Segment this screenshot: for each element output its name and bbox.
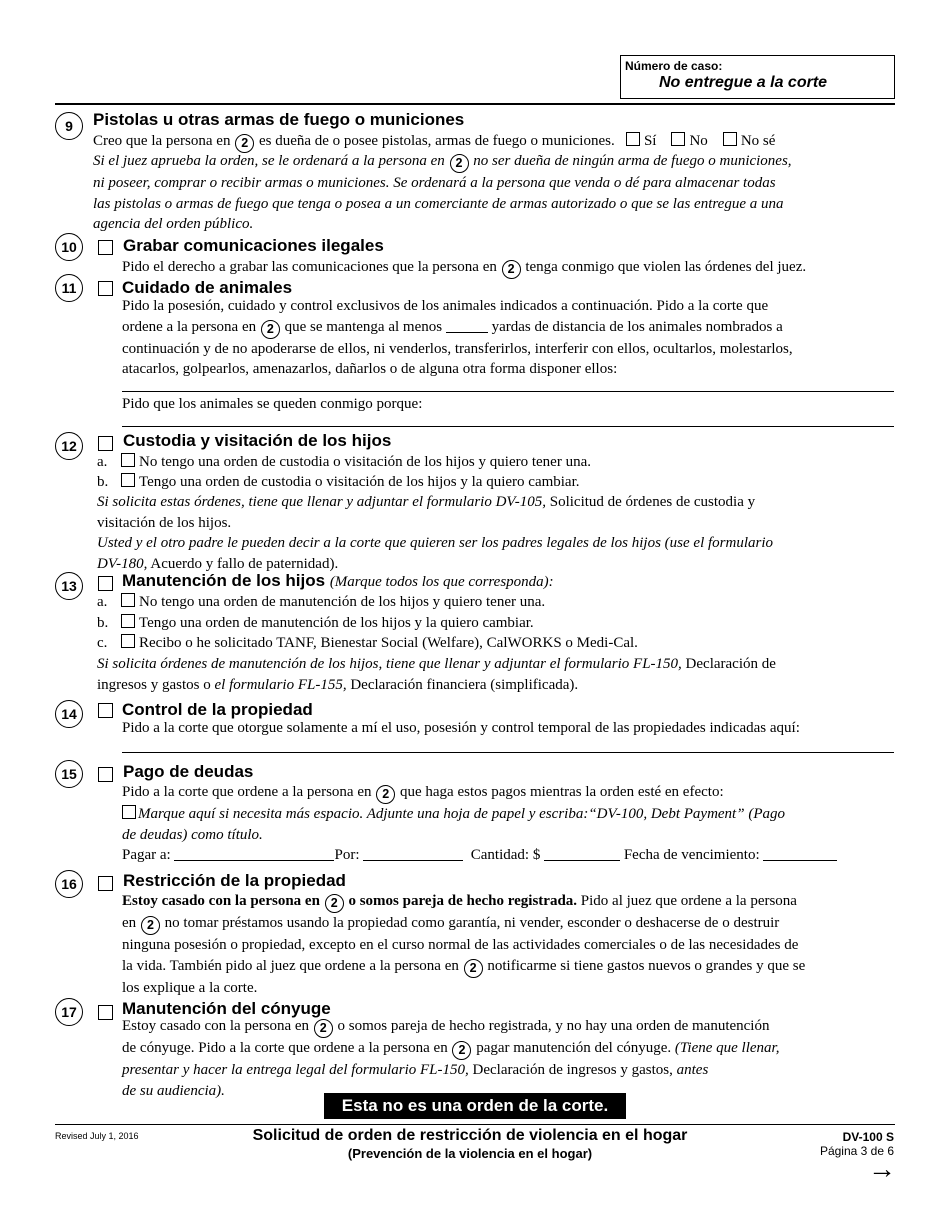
for-field[interactable] (363, 846, 463, 861)
form-id: DV-100 S (842, 1130, 894, 1144)
header-rule (55, 103, 895, 105)
item-number-12: 12 (55, 432, 83, 460)
item-13-checkbox[interactable] (98, 576, 113, 591)
item-11-text: Pido la posesión, cuidado y control exclusivos de los animales indicados a continuación. Pido a la corte que ordene a la persona en 2 que se mantenga al menos yardas de distancia de los animales nombrados a continuación y de no apoderarse de ellos, ni venderlos, transferirlos, interferir con ellos, ocultarlos, molestarlos, atacarlos, golpearlos, amenazarlos, dañarlos o de alguna otra forma disponer ellos: (122, 298, 793, 377)
item-15-checkbox[interactable] (98, 767, 113, 782)
form-subtitle: (Prevención de la violencia en el hogar) (347, 1146, 593, 1161)
next-page-arrow-icon: → (868, 1153, 896, 1184)
ref-circle: 2 (502, 260, 521, 279)
item-number-11: 11 (55, 274, 83, 302)
revised-date: Revised July 1, 2016 (55, 1131, 139, 1141)
item-14-text: Pido a la corte que otorgue solamente a mí el uso, posesión y control temporal de las propiedades indicadas aquí: (122, 720, 800, 736)
payment-fields: Pagar a: Por: Cantidad: $ Fecha de vencimiento: (122, 845, 897, 866)
item-13c: c. Recibo o he solicitado TANF, Bienestar Social (Welfare), CalWORKS o Medi-Cal. (97, 635, 638, 651)
pay-to-field[interactable] (174, 846, 334, 861)
item-9-note: Si el juez aprueba la orden, se le ordenará a la persona en 2 no ser dueña de ningún arma de fuego o municiones, ni poseer, comprar o recibir armas o municiones. Se ordenará a la persona que venda o dé para almacenar todas las pistolas o armas de fuego que tenga o posea a un comerciante de armas autorizado o que se las entregue a una agencia del orden público. (93, 153, 792, 232)
item-number-17: 17 (55, 998, 83, 1026)
unknown-label: No sé (740, 133, 776, 149)
item-15-text: Pido a la corte que ordene a la persona en 2 que haga estos pagos mientras la orden esté en efecto: Marque aquí si necesita más espacio. Adjunte una hoja de papel y escriba:“DV-100, Debt Payment” (Pago de deudas) como título. Pagar a: Por: Cantidad: $ Fecha de vencimiento: (122, 782, 897, 866)
item-12a: a. No tengo una orden de custodia o visitación de los hijos y quiero tener una. (97, 454, 591, 470)
ref-circle: 2 (314, 1019, 333, 1038)
form-title: Solicitud de orden de restricción de violencia en el hogar (252, 1127, 688, 1144)
item-12-checkbox[interactable] (98, 436, 113, 451)
item-9-title: Pistolas u otras armas de fuego o municiones (93, 110, 465, 129)
item-11-title: Cuidado de animales (122, 278, 293, 297)
not-court-order-banner: Esta no es una orden de la corte. (324, 1093, 626, 1119)
item-11-reason: Pido que los animales se queden conmigo porque: (122, 396, 423, 412)
property-line[interactable] (122, 752, 894, 753)
item-12a-checkbox[interactable] (121, 453, 135, 467)
ref-circle: 2 (452, 1041, 471, 1060)
no-label: No (689, 133, 708, 149)
yards-field[interactable] (446, 318, 488, 333)
ref-circle: 2 (325, 894, 344, 913)
item-17-text: Estoy casado con la persona en 2 o somos pareja de hecho registrada, y no hay una orden de manutención de cónyuge. Pido a la corte que ordene a la persona en 2 pagar manutención del cónyuge. (Tiene que llenar, presentar y hacer la entrega legal del formulario FL-150, Declaración de ingresos y gastos, antes de su audiencia). (122, 1018, 780, 1099)
item-13b-checkbox[interactable] (121, 614, 135, 628)
no-checkbox[interactable] (671, 132, 685, 146)
item-number-9: 9 (55, 112, 83, 140)
item-10-checkbox[interactable] (98, 240, 113, 255)
animals-line[interactable] (122, 391, 894, 392)
item-number-13: 13 (55, 572, 83, 600)
item-14-checkbox[interactable] (98, 703, 113, 718)
item-number-16: 16 (55, 870, 83, 898)
more-space-checkbox[interactable] (122, 805, 136, 819)
item-13-note: Si solicita órdenes de manutención de los hijos, tiene que llenar y adjuntar el formulario FL-150, Declaración de ingresos y gastos o el formulario FL-155, Declaración financiera (simplificada). (97, 656, 776, 693)
item-17-title: Manutención del cónyuge (122, 999, 331, 1018)
item-number-10: 10 (55, 233, 83, 261)
case-number-label: Número de caso: (625, 59, 723, 73)
item-15-title: Pago de deudas (123, 762, 254, 781)
amount-field[interactable] (544, 846, 620, 861)
ref-circle: 2 (464, 959, 483, 978)
item-10-title: Grabar comunicaciones ilegales (123, 236, 384, 255)
due-date-field[interactable] (763, 846, 837, 861)
item-9-question: Creo que la persona en 2 es dueña de o posee pistolas, armas de fuego o municiones. Sí No No sé (93, 131, 775, 153)
item-number-15: 15 (55, 760, 83, 788)
item-13-title: Manutención de los hijos (Marque todos los que corresponda): (122, 571, 554, 590)
item-16-title: Restricción de la propiedad (123, 871, 346, 890)
ref-circle: 2 (261, 320, 280, 339)
ref-circle: 2 (450, 154, 469, 173)
reason-line[interactable] (122, 426, 894, 427)
case-number-box (620, 55, 895, 99)
item-13b: b. Tengo una orden de manutención de los hijos y la quiero cambiar. (97, 615, 534, 631)
item-13a: a. No tengo una orden de manutención de los hijos y quiero tener una. (97, 594, 546, 610)
page-number: Página 3 de 6 (819, 1144, 894, 1158)
item-12b: b. Tengo una orden de custodia o visitación de los hijos y la quiero cambiar. (97, 474, 580, 490)
yes-checkbox[interactable] (626, 132, 640, 146)
item-17-checkbox[interactable] (98, 1005, 113, 1020)
item-11-checkbox[interactable] (98, 281, 113, 296)
item-number-14: 14 (55, 700, 83, 728)
item-12-title: Custodia y visitación de los hijos (123, 431, 392, 450)
ref-circle: 2 (235, 134, 254, 153)
item-14-title: Control de la propiedad (122, 700, 313, 719)
footer-rule (55, 1124, 895, 1125)
ref-circle: 2 (376, 785, 395, 804)
case-number-value: No entregue a la corte (659, 74, 828, 91)
yes-label: Sí (643, 133, 657, 149)
item-10-text: Pido el derecho a grabar las comunicaciones que la persona en 2 tenga conmigo que violen las órdenes del juez. (122, 257, 806, 279)
item-12b-checkbox[interactable] (121, 473, 135, 487)
item-12-notes: Si solicita estas órdenes, tiene que llenar y adjuntar el formulario DV-105, Solicitud de órdenes de custodia y visitación de los hijos. Usted y el otro padre le pueden decir a la corte que quieren ser los padres legales de los hijos (use el formulario DV-180, Acuerdo y fallo de paternidad). (97, 494, 773, 572)
ref-circle: 2 (141, 916, 160, 935)
item-13a-checkbox[interactable] (121, 593, 135, 607)
item-16-checkbox[interactable] (98, 876, 113, 891)
item-13c-checkbox[interactable] (121, 634, 135, 648)
item-16-text: Estoy casado con la persona en 2 o somos pareja de hecho registrada. Pido al juez que ordene a la persona en 2 no tomar préstamos usando la propiedad como garantía, ni vender, esconder o deshacerse de o destruir ninguna posesión o propiedad, excepto en el curso normal de las actividades comerciales o de las necesidades de la vida. También pido al juez que ordene a la persona en 2 notificarme si tiene gastos nuevos o grandes y que se los explique a la corte. (122, 893, 806, 996)
unknown-checkbox[interactable] (723, 132, 737, 146)
